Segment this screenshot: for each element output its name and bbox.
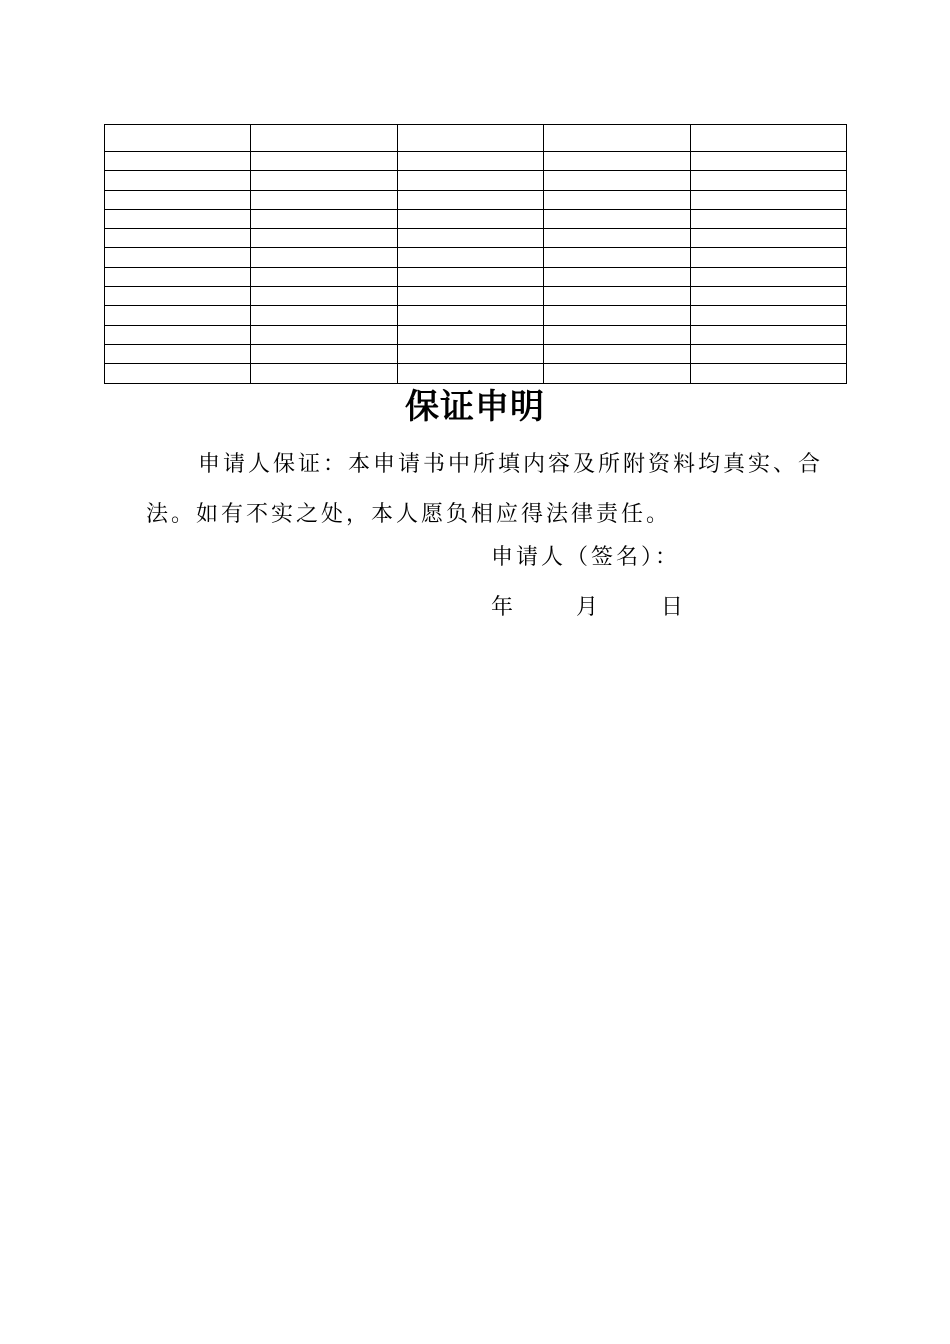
table-cell <box>251 344 398 363</box>
table-cell <box>251 325 398 344</box>
table-cell <box>544 267 691 286</box>
table-cell <box>691 267 847 286</box>
table-cell <box>544 306 691 325</box>
table-cell <box>105 209 251 228</box>
table-cell <box>544 152 691 171</box>
declaration-body: 申请人保证：本申请书中所填内容及所附资料均真实、合法。如有不实之处，本人愿负相应得法律责任。 <box>146 452 824 527</box>
table-cell <box>105 287 251 306</box>
table-row <box>105 248 847 267</box>
table-row <box>105 344 847 363</box>
table-cell <box>691 248 847 267</box>
table-cell <box>251 306 398 325</box>
table-cell <box>544 209 691 228</box>
table-cell <box>691 325 847 344</box>
table-cell <box>105 248 251 267</box>
table-cell <box>544 325 691 344</box>
table-cell <box>691 229 847 248</box>
signature-label: 申请人（签名）： <box>491 545 681 570</box>
table-cell <box>251 229 398 248</box>
table-cell <box>251 190 398 209</box>
table-cell <box>105 171 251 190</box>
date-line: 年 月 日 <box>491 595 686 620</box>
table-cell <box>691 306 847 325</box>
table-cell <box>105 325 251 344</box>
table-cell <box>691 364 847 383</box>
table-row <box>105 287 847 306</box>
table-row <box>105 229 847 248</box>
table-row <box>105 325 847 344</box>
table-cell <box>105 190 251 209</box>
table-cell <box>251 364 398 383</box>
table-cell <box>398 248 544 267</box>
table-row <box>105 125 847 152</box>
table-cell <box>105 152 251 171</box>
table-cell <box>105 267 251 286</box>
table-cell <box>691 344 847 363</box>
table-row <box>105 306 847 325</box>
table-row <box>105 267 847 286</box>
table-cell <box>105 364 251 383</box>
table-row <box>105 209 847 228</box>
table-cell <box>544 171 691 190</box>
table-cell <box>398 267 544 286</box>
table-cell <box>251 287 398 306</box>
table-cell <box>544 125 691 152</box>
table-row <box>105 364 847 383</box>
table-cell <box>398 125 544 152</box>
table-cell <box>251 152 398 171</box>
table-cell <box>398 152 544 171</box>
table-cell <box>398 190 544 209</box>
table-cell <box>251 209 398 228</box>
table-cell <box>398 209 544 228</box>
table-cell <box>544 248 691 267</box>
table-cell <box>105 306 251 325</box>
table-cell <box>691 125 847 152</box>
table-cell <box>105 344 251 363</box>
table-cell <box>398 287 544 306</box>
table-cell <box>251 125 398 152</box>
blank-form-table <box>104 124 847 384</box>
table-cell <box>691 287 847 306</box>
table-cell <box>398 306 544 325</box>
table-body <box>105 125 847 384</box>
table-cell <box>105 229 251 248</box>
table-cell <box>251 267 398 286</box>
table-cell <box>398 364 544 383</box>
table-row <box>105 190 847 209</box>
table-cell <box>544 287 691 306</box>
table-row <box>105 152 847 171</box>
declaration-title: 保证申明 <box>405 387 545 427</box>
table-cell <box>398 229 544 248</box>
table-cell <box>398 344 544 363</box>
table-cell <box>544 229 691 248</box>
table-cell <box>251 248 398 267</box>
table-cell <box>691 152 847 171</box>
table-cell <box>691 209 847 228</box>
table-cell <box>105 125 251 152</box>
table-cell <box>691 190 847 209</box>
table-cell <box>251 171 398 190</box>
table-cell <box>544 344 691 363</box>
table-cell <box>544 364 691 383</box>
table-cell <box>691 171 847 190</box>
table-cell <box>398 325 544 344</box>
table-row <box>105 171 847 190</box>
table-cell <box>544 190 691 209</box>
table-cell <box>398 171 544 190</box>
